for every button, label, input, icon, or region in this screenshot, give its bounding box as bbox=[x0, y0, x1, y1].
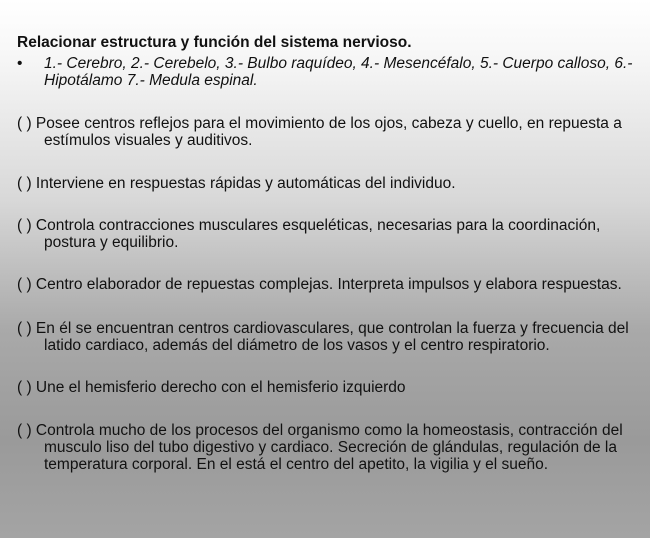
worksheet-title: Relacionar estructura y función del sistema nervioso. bbox=[17, 34, 412, 51]
bullet-icon: • bbox=[17, 55, 23, 72]
worksheet bbox=[17, 34, 637, 473]
structure-list-text: 1.- Cerebro, 2.- Cerebelo, 3.- Bulbo raquídeo, 4.- Mesencéfalo, 5.- Cuerpo calloso, 6.- Hipotálamo 7.- Medula espinal. bbox=[44, 55, 633, 89]
statement-item: ( ) Interviene en respuestas rápidas y automáticas del individuo. bbox=[17, 175, 456, 192]
statement-item: ( ) Controla contracciones musculares esqueléticas, necesarias para la coordinación, postura y equilibrio. bbox=[17, 217, 601, 251]
statement-item: ( ) Une el hemisferio derecho con el hemisferio izquierdo bbox=[17, 379, 406, 396]
statement-item: ( ) Posee centros reflejos para el movimiento de los ojos, cabeza y cuello, en repuesta a estímulos visuales y auditivos. bbox=[17, 115, 622, 149]
statement-item: ( ) En él se encuentran centros cardiovasculares, que controlan la fuerza y frecuencia del latido cardiaco, además del diámetro de los vasos y el centro respiratorio. bbox=[17, 320, 629, 354]
statement-item: ( ) Controla mucho de los procesos del organismo como la homeostasis, contracción del musculo liso del tubo digestivo y cardiaco. Secreción de glándulas, regulación de la temperatura corporal. En el está el centro del apetito, la vigilia y el sueño. bbox=[17, 422, 623, 473]
structure-list bbox=[17, 55, 637, 89]
statement-item: ( ) Centro elaborador de repuestas complejas. Interpreta impulsos y elabora respuestas. bbox=[17, 276, 622, 293]
